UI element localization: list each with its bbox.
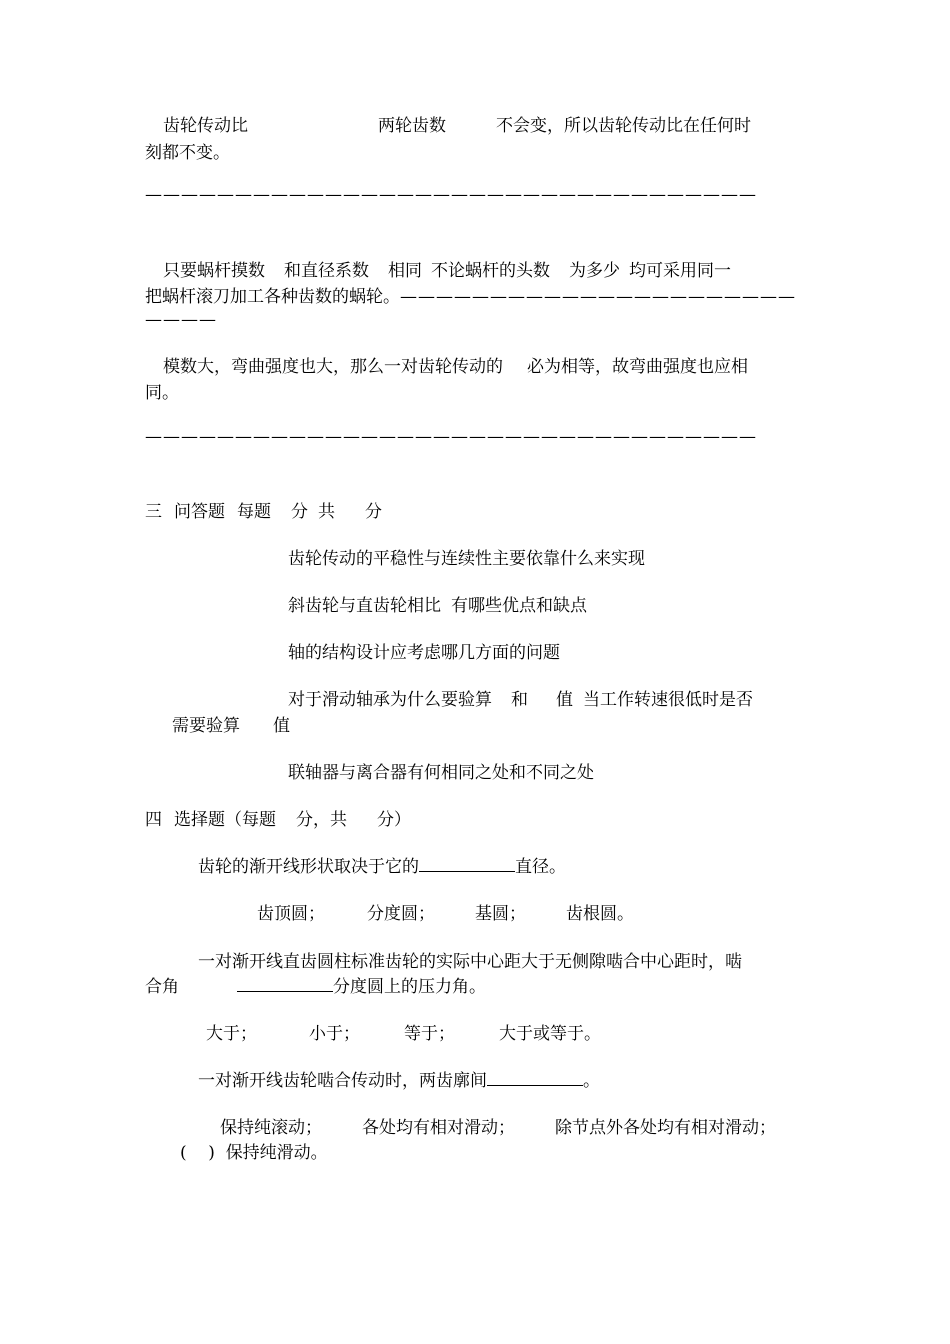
mc-q2-options: [206, 1022, 601, 1046]
mc-q2-line1: 一对渐开线直齿圆柱标准齿轮的实际中心距大于无侧隙啮合中心距时，啮: [198, 952, 742, 972]
text: 只要蜗杆摸数: [163, 261, 265, 281]
mc-q1-options: [257, 902, 634, 926]
text: 分度圆上的压力角。: [333, 977, 486, 997]
qa-q1: 齿轮传动的平稳性与连续性主要依靠什么来实现: [288, 549, 645, 569]
text: 分: [291, 502, 308, 522]
text: 把蜗杆滚刀加工各种齿数的蜗轮。: [145, 287, 400, 307]
text: 模数大，弯曲强度也大，那么一对齿轮传动的: [163, 357, 503, 377]
dash-line: ——————————————————————: [400, 287, 796, 307]
mc-q3-options: [220, 1116, 776, 1140]
option-c: 等于；: [404, 1024, 455, 1044]
text: 合角: [145, 977, 179, 997]
text: 值: [273, 716, 290, 736]
tf-q1-line1: [163, 114, 751, 138]
text: 分）: [377, 810, 411, 830]
mc-q3: [198, 1069, 600, 1093]
option-a: 大于；: [206, 1024, 257, 1044]
text: 问答题: [174, 502, 225, 522]
option-a: 保持纯滚动；: [220, 1118, 322, 1138]
qa-q4-line1: [288, 688, 753, 712]
text: 两轮齿数: [378, 116, 446, 136]
qa-q3: 轴的结构设计应考虑哪几方面的问题: [288, 643, 560, 663]
answer-blank: [237, 975, 333, 992]
dash-line: ————: [145, 310, 217, 330]
option-b: 各处均有相对滑动；: [362, 1118, 515, 1138]
option-d: 齿根圆。: [566, 904, 634, 924]
tf-q1-line2: 刻都不变。: [145, 143, 230, 163]
option-b: 分度圆；: [367, 904, 435, 924]
text: 一对渐开线齿轮啮合传动时，两齿廓间: [198, 1071, 487, 1091]
section3-heading: [145, 500, 382, 524]
mc-q2-line2: [145, 975, 486, 999]
text: 共: [318, 502, 335, 522]
text: 斜齿轮与直齿轮相比: [288, 596, 441, 616]
answer-blank: [487, 1069, 583, 1086]
text: 齿轮的渐开线形状取决于它的: [198, 857, 419, 877]
option-c: 基圆；: [475, 904, 526, 924]
tf-q3-line1: [163, 355, 748, 379]
option-a: 齿顶圆；: [257, 904, 325, 924]
dash-line: ——————————————————————————————————: [145, 427, 757, 447]
tf-q2-line1: [163, 259, 731, 283]
text: 。: [583, 1071, 600, 1091]
text: 对于滑动轴承为什么要验算: [288, 690, 492, 710]
text: 和直径系数: [284, 261, 369, 281]
text: 分，共: [296, 810, 347, 830]
text: 相同: [388, 261, 422, 281]
option-b: 小于；: [309, 1024, 360, 1044]
text: 有哪些优点和缺点: [451, 596, 587, 616]
text: 必为相等，故弯曲强度也应相: [527, 357, 748, 377]
text: 值: [556, 690, 573, 710]
section4-heading: [145, 808, 411, 832]
text: 直径。: [515, 857, 566, 877]
mc-q3-option-d: ( ) 保持纯滑动。: [180, 1143, 328, 1163]
option-c: 除节点外各处均有相对滑动；: [555, 1118, 776, 1138]
tf-q2-line2: [145, 285, 796, 309]
text: 不会变，所以齿轮传动比在任何时: [496, 116, 751, 136]
qa-q4-line2: [172, 714, 290, 738]
text: 不论蜗杆的头数: [431, 261, 550, 281]
text: 为多少: [569, 261, 620, 281]
text: 四: [145, 810, 162, 830]
text: 每题: [237, 502, 271, 522]
text: 当工作转速很低时是否: [583, 690, 753, 710]
tf-q3-line2: 同。: [145, 383, 179, 403]
mc-q1: [198, 855, 566, 879]
text: 分: [365, 502, 382, 522]
answer-blank: [419, 855, 515, 872]
qa-q5: 联轴器与离合器有何相同之处和不同之处: [288, 763, 594, 783]
qa-q2: [288, 594, 587, 618]
text: 均可采用同一: [629, 261, 731, 281]
text: 需要验算: [172, 716, 240, 736]
option-d: 大于或等于。: [499, 1024, 601, 1044]
text: 齿轮传动比: [163, 116, 248, 136]
text: 和: [511, 690, 528, 710]
dash-line: ——————————————————————————————————: [145, 185, 757, 205]
text: 三: [145, 502, 162, 522]
text: 选择题（每题: [174, 810, 276, 830]
